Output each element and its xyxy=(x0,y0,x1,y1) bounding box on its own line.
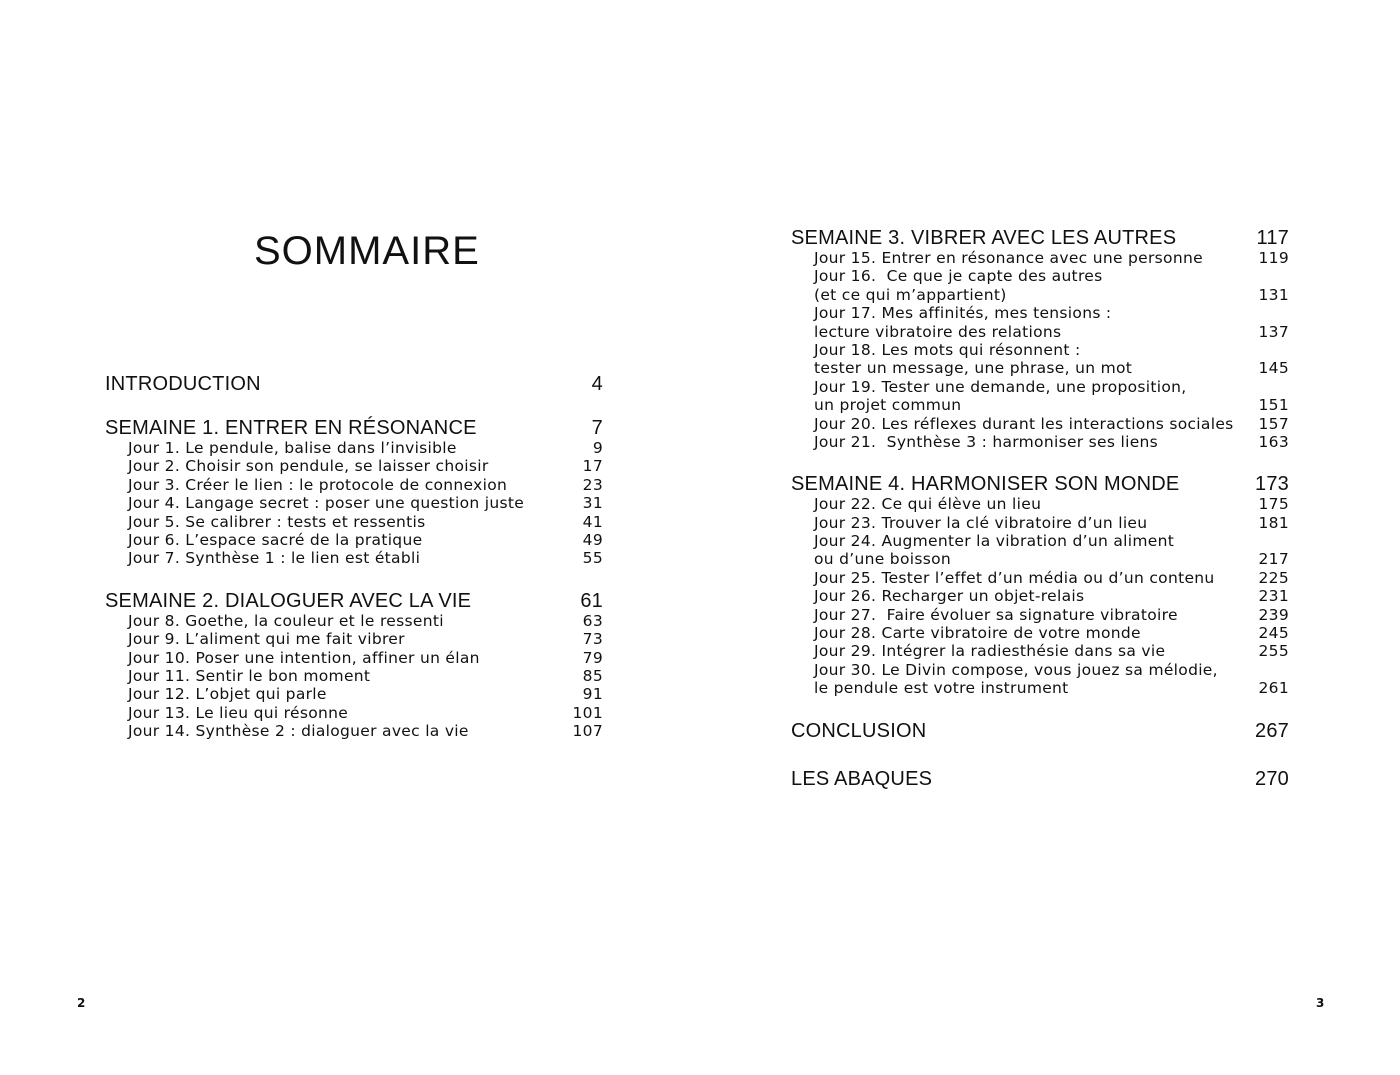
page-number: 3 xyxy=(1316,996,1325,1010)
toc-day-entry[interactable] xyxy=(791,587,1289,605)
toc-entry-page: 267 xyxy=(1255,719,1289,742)
toc-section-page: 173 xyxy=(1255,473,1289,496)
toc-day-label: Jour 17. Mes affinités, mes tensions : xyxy=(814,304,1112,323)
toc-entry-conclusion[interactable] xyxy=(791,720,1289,742)
toc-day-label: tester un message, une phrase, un mot xyxy=(814,359,1133,378)
toc-day-entry[interactable] xyxy=(105,722,603,740)
toc-day-page: 231 xyxy=(1258,587,1289,606)
toc-day-label: Jour 10. Poser une intention, affiner un élan xyxy=(128,648,480,667)
toc-day-label: Jour 20. Les réflexes durant les interactions sociales xyxy=(814,414,1234,433)
toc-day-page: 17 xyxy=(582,457,603,476)
toc-day-label: Jour 30. Le Divin compose, vous jouez sa mélodie, xyxy=(814,660,1218,679)
toc-day-label: Jour 13. Le lieu qui résonne xyxy=(128,703,349,722)
toc-section-label: SEMAINE 4. HARMONISER SON MONDE xyxy=(791,473,1180,496)
toc-day-page: 79 xyxy=(582,648,603,667)
toc-day-entry[interactable] xyxy=(791,642,1289,660)
toc-day-entry-continuation[interactable] xyxy=(791,286,1289,304)
toc-day-page: 41 xyxy=(582,512,603,531)
toc-day-label: le pendule est votre instrument xyxy=(814,679,1069,698)
toc-day-label: Jour 21. Synthèse 3 : harmoniser ses liens xyxy=(814,432,1159,451)
toc-day-label: Jour 15. Entrer en résonance avec une personne xyxy=(814,249,1203,267)
toc-day-page: 217 xyxy=(1258,550,1289,569)
toc-day-label: Jour 27. Faire évoluer sa signature vibratoire xyxy=(814,605,1178,624)
toc-day-entry[interactable] xyxy=(105,513,603,531)
toc-day-entry[interactable] xyxy=(791,415,1289,433)
toc-section-page: 7 xyxy=(591,417,603,439)
toc-section-page: 61 xyxy=(580,589,603,612)
right-page xyxy=(700,0,1400,1075)
toc-day-entry[interactable] xyxy=(791,249,1289,267)
page-number: 2 xyxy=(77,996,86,1010)
toc-day-page: 225 xyxy=(1258,568,1289,587)
toc-day-label: Jour 7. Synthèse 1 : le lien est établi xyxy=(128,549,421,568)
toc-day-label: Jour 1. Le pendule, balise dans l’invisible xyxy=(128,439,457,457)
toc-day-label: Jour 16. Ce que je capte des autres xyxy=(814,267,1103,286)
toc-day-entry[interactable] xyxy=(791,378,1289,396)
toc-day-label: Jour 2. Choisir son pendule, se laisser choisir xyxy=(128,457,489,476)
toc-day-page: 31 xyxy=(582,494,603,513)
toc-day-label: (et ce qui m’appartient) xyxy=(814,285,1007,304)
toc-day-label: un projet commun xyxy=(814,396,962,415)
toc-day-entry-continuation[interactable] xyxy=(791,323,1289,341)
toc-day-page: 239 xyxy=(1258,605,1289,624)
toc-day-label: lecture vibratoire des relations xyxy=(814,322,1062,341)
toc-day-label: Jour 9. L’aliment qui me fait vibrer xyxy=(128,630,405,649)
toc-day-entry[interactable] xyxy=(105,549,603,567)
toc-day-entry[interactable] xyxy=(791,661,1289,679)
toc-day-entry[interactable] xyxy=(105,612,603,630)
toc-day-label: Jour 29. Intégrer la radiesthésie dans sa vie xyxy=(814,642,1166,661)
toc-section-semaine-4[interactable] xyxy=(791,473,1289,495)
toc-day-entry[interactable] xyxy=(791,532,1289,550)
toc-day-label: Jour 14. Synthèse 2 : dialoguer avec la vie xyxy=(128,722,469,741)
toc-entry-label: INTRODUCTION xyxy=(105,373,261,395)
toc-day-page: 163 xyxy=(1258,432,1289,451)
toc-day-entry[interactable] xyxy=(105,439,603,457)
toc-section-semaine-1[interactable] xyxy=(105,417,603,439)
toc-day-entry[interactable] xyxy=(791,495,1289,513)
toc-day-entry-continuation[interactable] xyxy=(791,550,1289,568)
toc-day-entry[interactable] xyxy=(791,433,1289,451)
toc-day-page: 119 xyxy=(1258,249,1289,267)
toc-entry-label: CONCLUSION xyxy=(791,719,927,742)
toc-day-label: Jour 18. Les mots qui résonnent : xyxy=(814,340,1081,359)
toc-day-page: 85 xyxy=(582,666,603,685)
toc-section-semaine-2[interactable] xyxy=(105,590,603,612)
toc-day-page: 23 xyxy=(582,475,603,494)
toc-day-page: 261 xyxy=(1258,679,1289,698)
toc-day-page: 157 xyxy=(1258,414,1289,433)
toc-day-page: 131 xyxy=(1258,285,1289,304)
toc-entry-page: 4 xyxy=(591,373,603,395)
toc-day-entry[interactable] xyxy=(105,685,603,703)
toc-day-entry[interactable] xyxy=(791,514,1289,532)
toc-day-label: Jour 25. Tester l’effet d’un média ou d’un contenu xyxy=(814,568,1215,587)
toc-day-page: 175 xyxy=(1258,495,1289,514)
toc-day-label: Jour 22. Ce qui élève un lieu xyxy=(814,495,1042,514)
toc-day-entry[interactable] xyxy=(105,649,603,667)
toc-day-label: ou d’une boisson xyxy=(814,550,951,569)
toc-left-column xyxy=(105,373,603,740)
toc-day-page: 9 xyxy=(592,439,603,457)
toc-day-label: Jour 24. Augmenter la vibration d’un aliment xyxy=(814,532,1175,551)
toc-day-page: 245 xyxy=(1258,624,1289,643)
toc-right-column xyxy=(791,227,1289,790)
toc-day-entry[interactable] xyxy=(791,341,1289,359)
toc-day-entry-continuation[interactable] xyxy=(791,359,1289,377)
toc-day-page: 49 xyxy=(582,530,603,549)
toc-section-page: 117 xyxy=(1256,227,1289,249)
toc-day-label: Jour 5. Se calibrer : tests et ressentis xyxy=(128,512,426,531)
toc-entry-label: LES ABAQUES xyxy=(791,767,933,790)
toc-day-page: 73 xyxy=(582,630,603,649)
toc-day-entry[interactable] xyxy=(105,457,603,475)
toc-day-entry[interactable] xyxy=(105,667,603,685)
toc-day-entry[interactable] xyxy=(791,606,1289,624)
toc-day-entry[interactable] xyxy=(105,704,603,722)
toc-day-page: 181 xyxy=(1258,513,1289,532)
toc-day-page: 91 xyxy=(582,685,603,704)
page-title: SOMMAIRE xyxy=(254,229,480,273)
toc-day-label: Jour 8. Goethe, la couleur et le ressenti xyxy=(128,611,444,630)
toc-day-entry[interactable] xyxy=(791,624,1289,642)
toc-day-label: Jour 12. L’objet qui parle xyxy=(128,685,327,704)
toc-day-entry[interactable] xyxy=(105,630,603,648)
toc-day-label: Jour 11. Sentir le bon moment xyxy=(128,666,371,685)
toc-day-label: Jour 6. L’espace sacré de la pratique xyxy=(128,530,423,549)
toc-section-label: SEMAINE 1. ENTRER EN RÉSONANCE xyxy=(105,417,477,439)
toc-entry-abaques[interactable] xyxy=(791,768,1289,790)
toc-day-label: Jour 3. Créer le lien : le protocole de connexion xyxy=(128,475,508,494)
toc-day-entry[interactable] xyxy=(791,267,1289,285)
toc-day-entry-continuation[interactable] xyxy=(791,396,1289,414)
toc-day-label: Jour 19. Tester une demande, une proposition, xyxy=(814,377,1187,396)
toc-day-page: 107 xyxy=(572,722,603,741)
toc-day-entry[interactable] xyxy=(791,569,1289,587)
toc-day-entry[interactable] xyxy=(105,531,603,549)
toc-day-entry[interactable] xyxy=(105,476,603,494)
toc-entry-introduction[interactable] xyxy=(105,373,603,395)
toc-day-page: 255 xyxy=(1258,642,1289,661)
toc-section-semaine-3[interactable] xyxy=(791,227,1289,249)
toc-day-entry[interactable] xyxy=(791,304,1289,322)
toc-day-entry-continuation[interactable] xyxy=(791,679,1289,697)
toc-day-page: 101 xyxy=(572,703,603,722)
toc-day-label: Jour 4. Langage secret : poser une question juste xyxy=(128,494,525,513)
toc-day-page: 63 xyxy=(582,611,603,630)
toc-day-entry[interactable] xyxy=(105,494,603,512)
toc-day-page: 151 xyxy=(1258,396,1289,415)
toc-day-label: Jour 23. Trouver la clé vibratoire d’un lieu xyxy=(814,513,1148,532)
toc-day-page: 137 xyxy=(1258,322,1289,341)
toc-section-label: SEMAINE 2. DIALOGUER AVEC LA VIE xyxy=(105,589,472,612)
toc-day-label: Jour 26. Recharger un objet-relais xyxy=(814,587,1085,606)
toc-day-page: 145 xyxy=(1258,359,1289,378)
toc-entry-page: 270 xyxy=(1255,767,1289,790)
toc-day-page: 55 xyxy=(582,549,603,568)
toc-section-label: SEMAINE 3. VIBRER AVEC LES AUTRES xyxy=(791,227,1177,249)
toc-day-label: Jour 28. Carte vibratoire de votre monde xyxy=(814,624,1141,643)
